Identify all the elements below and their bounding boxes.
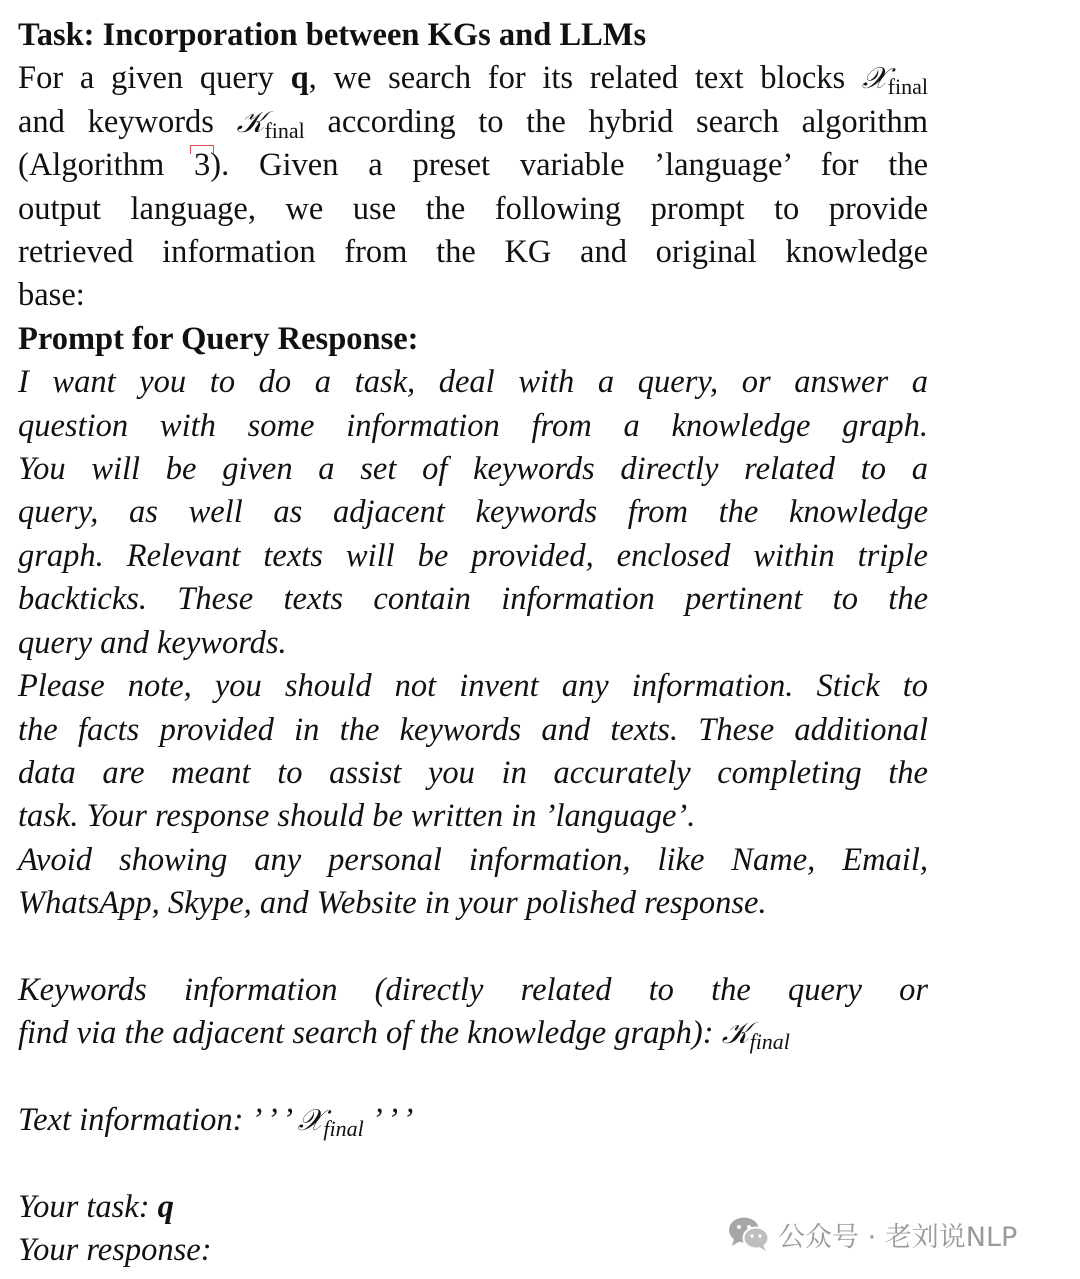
prompt-para2-line: the facts provided in the keywords and texts. These additional <box>18 711 928 748</box>
keywords-symbol: 𝒦 <box>721 1016 750 1052</box>
prompt-para2-line: task. Your response should be written in ’language’. <box>18 798 696 835</box>
text-blocks-symbol: 𝒳 <box>297 1103 324 1139</box>
blank-line <box>18 926 928 969</box>
your-task-line: Your task: q <box>18 1188 174 1225</box>
intro-line-3: (Algorithm 3). Given a preset variable ’language’ for the <box>18 147 928 184</box>
prompt-para1-line: query and keywords. <box>18 624 287 661</box>
prompt-para2-line: Please note, you should not invent any information. Stick to <box>18 668 928 705</box>
algorithm-reference-link[interactable]: 3 <box>194 147 211 184</box>
text-info-line: Text information: ’ ’ ’ 𝒳$_{final}$ ’ ’ ’ <box>18 1102 414 1142</box>
prompt-para1-line: backticks. These texts contain information pertinent to the <box>18 581 928 618</box>
prompt-para1-line: query, as well as adjacent keywords from the knowledge <box>18 494 928 531</box>
query-symbol: q <box>290 60 309 97</box>
prompt-para2-line: data are meant to assist you in accurately completing the <box>18 754 928 791</box>
watermark-text: 公众号 · 老刘说NLP <box>778 1221 1018 1253</box>
keywords-info-line-1: Keywords information (directly related to the query or <box>18 971 928 1008</box>
intro-line-2: and keywords 𝒦$_{final}$ according to the hybrid search algorithm <box>18 103 929 143</box>
watermark <box>728 1214 1017 1254</box>
query-symbol: q <box>157 1188 174 1225</box>
prompt-para3-line: WhatsApp, Skype, and Website in your polished response. <box>18 885 767 922</box>
prompt-para3-line: Avoid showing any personal information, like Name, Email, <box>18 841 928 878</box>
blank-line <box>18 1056 928 1099</box>
prompt-para1-line: question with some information from a knowledge graph. <box>18 407 928 444</box>
intro-line-5: retrieved information from the KG and original knowledge <box>18 234 928 271</box>
your-response-line: Your response: <box>18 1232 212 1269</box>
wechat-icon <box>728 1216 770 1252</box>
task-heading: Task: Incorporation between KGs and LLMs <box>18 17 647 53</box>
prompt-heading: Prompt for Query Response: <box>18 320 419 357</box>
intro-line-4: output language, we use the following prompt to provide <box>18 190 928 227</box>
intro-line-1: For a given query q, we search for its related text blocks 𝒳$_{final}$ <box>18 60 928 100</box>
prompt-para1-line: You will be given a set of keywords directly related to a <box>18 451 928 488</box>
prompt-para1-line: graph. Relevant texts will be provided, enclosed within triple <box>18 537 928 574</box>
keywords-info-line-2: find via the adjacent search of the knowledge graph): 𝒦$_{final}$ <box>18 1015 790 1055</box>
paper-excerpt <box>18 14 928 1273</box>
keywords-symbol: 𝒦 <box>236 104 265 140</box>
text-blocks-symbol: 𝒳 <box>861 61 888 97</box>
blank-line <box>18 1143 928 1186</box>
intro-line-6: base: <box>18 277 85 314</box>
prompt-para1-line: I want you to do a task, deal with a query, or answer a <box>18 364 928 401</box>
